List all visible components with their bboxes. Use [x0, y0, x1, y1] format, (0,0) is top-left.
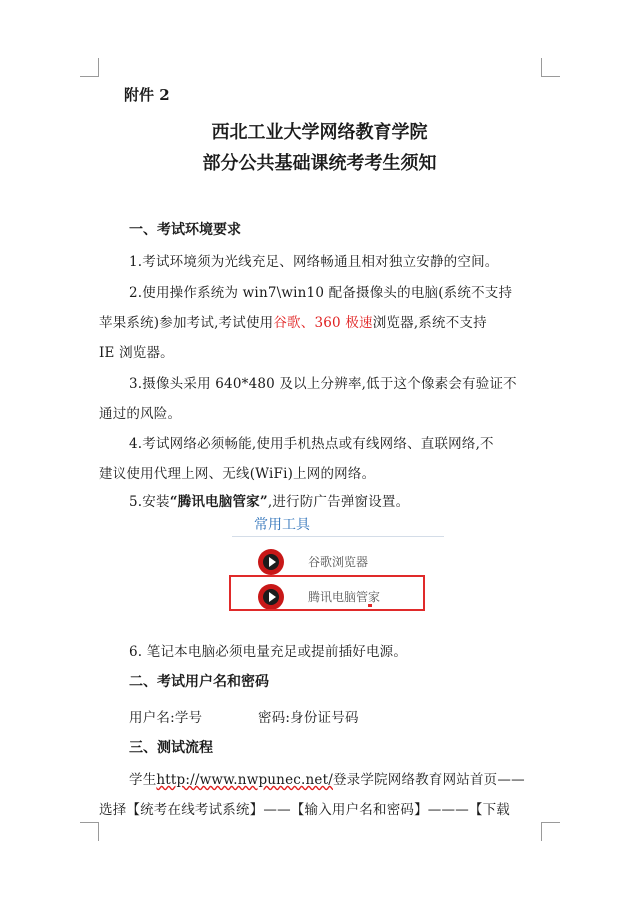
password-label: 密码:身份证号码 [258, 710, 359, 726]
margin-mark-top-left [80, 58, 99, 77]
env-item-6: 6. 笔记本电脑必须电量充足或提前插好电源。 [129, 644, 408, 660]
procedure-line1-pre: 学生 [129, 772, 157, 788]
attachment-label: 附件 2 [124, 86, 170, 104]
username-label: 用户名:学号 [129, 710, 203, 726]
env-item-2-line2-post: 浏览器,系统不支持 [372, 315, 487, 331]
procedure-line2: 选择【统考在线考试系统】——【输入用户名和密码】———【下载 [99, 802, 510, 818]
margin-mark-bottom-right [541, 822, 560, 841]
margin-mark-bottom-left [80, 822, 99, 841]
tool-item-label: 腾讯电脑管家 [308, 590, 381, 604]
env-item-3-line1: 3.摄像头采用 640*480 及以上分辨率,低于这个像素会有验证不 [129, 376, 517, 392]
procedure-line1 [129, 768, 525, 788]
website-link[interactable]: http://www.nwpunec.net/ [156, 772, 333, 788]
env-item-2-line2-pre: 苹果系统)参加考试,考试使用 [99, 315, 274, 331]
tools-panel-title: 常用工具 [254, 516, 310, 532]
env-item-1: 1.考试环境须为光线充足、网络畅通且相对独立安静的空间。 [129, 254, 499, 270]
env-item-4-line2: 建议使用代理上网、无线(WiFi)上网的网络。 [99, 466, 376, 482]
tencent-manager-emphasis: “腾讯电脑管家” [169, 494, 268, 510]
env-item-3-line2: 通过的风险。 [99, 406, 182, 422]
highlight-box [229, 575, 425, 611]
procedure-line1-post: 登录学院网络教育网站首页—— [332, 772, 525, 788]
document-title-line2: 部分公共基础课统考考生须知 [202, 153, 437, 174]
margin-mark-top-right [541, 58, 560, 77]
document-title-line1: 西北工业大学网络教育学院 [211, 122, 428, 143]
tools-panel-divider [232, 536, 444, 537]
env-item-2-line3: IE 浏览器。 [99, 345, 174, 361]
section3-heading: 三、测试流程 [129, 740, 213, 756]
play-icon [258, 549, 284, 575]
tool-item-label: 谷歌浏览器 [308, 555, 369, 569]
env-item-5 [129, 490, 409, 510]
env-item-2-line1: 2.使用操作系统为 win7\win10 配备摄像头的电脑(系统不支持 [129, 285, 513, 301]
section1-heading: 一、考试环境要求 [129, 222, 241, 238]
env-item-5-post: ,进行防广告弹窗设置。 [267, 494, 410, 510]
env-item-5-pre: 5.安装 [129, 494, 170, 510]
section2-heading: 二、考试用户名和密码 [129, 674, 269, 690]
env-item-4-line1: 4.考试网络必须畅能,使用手机热点或有线网络、直联网络,不 [129, 436, 494, 452]
tool-item-chrome [232, 547, 444, 575]
browser-highlight: 谷歌、360 极速 [273, 315, 373, 331]
env-item-2-line2 [99, 311, 487, 331]
